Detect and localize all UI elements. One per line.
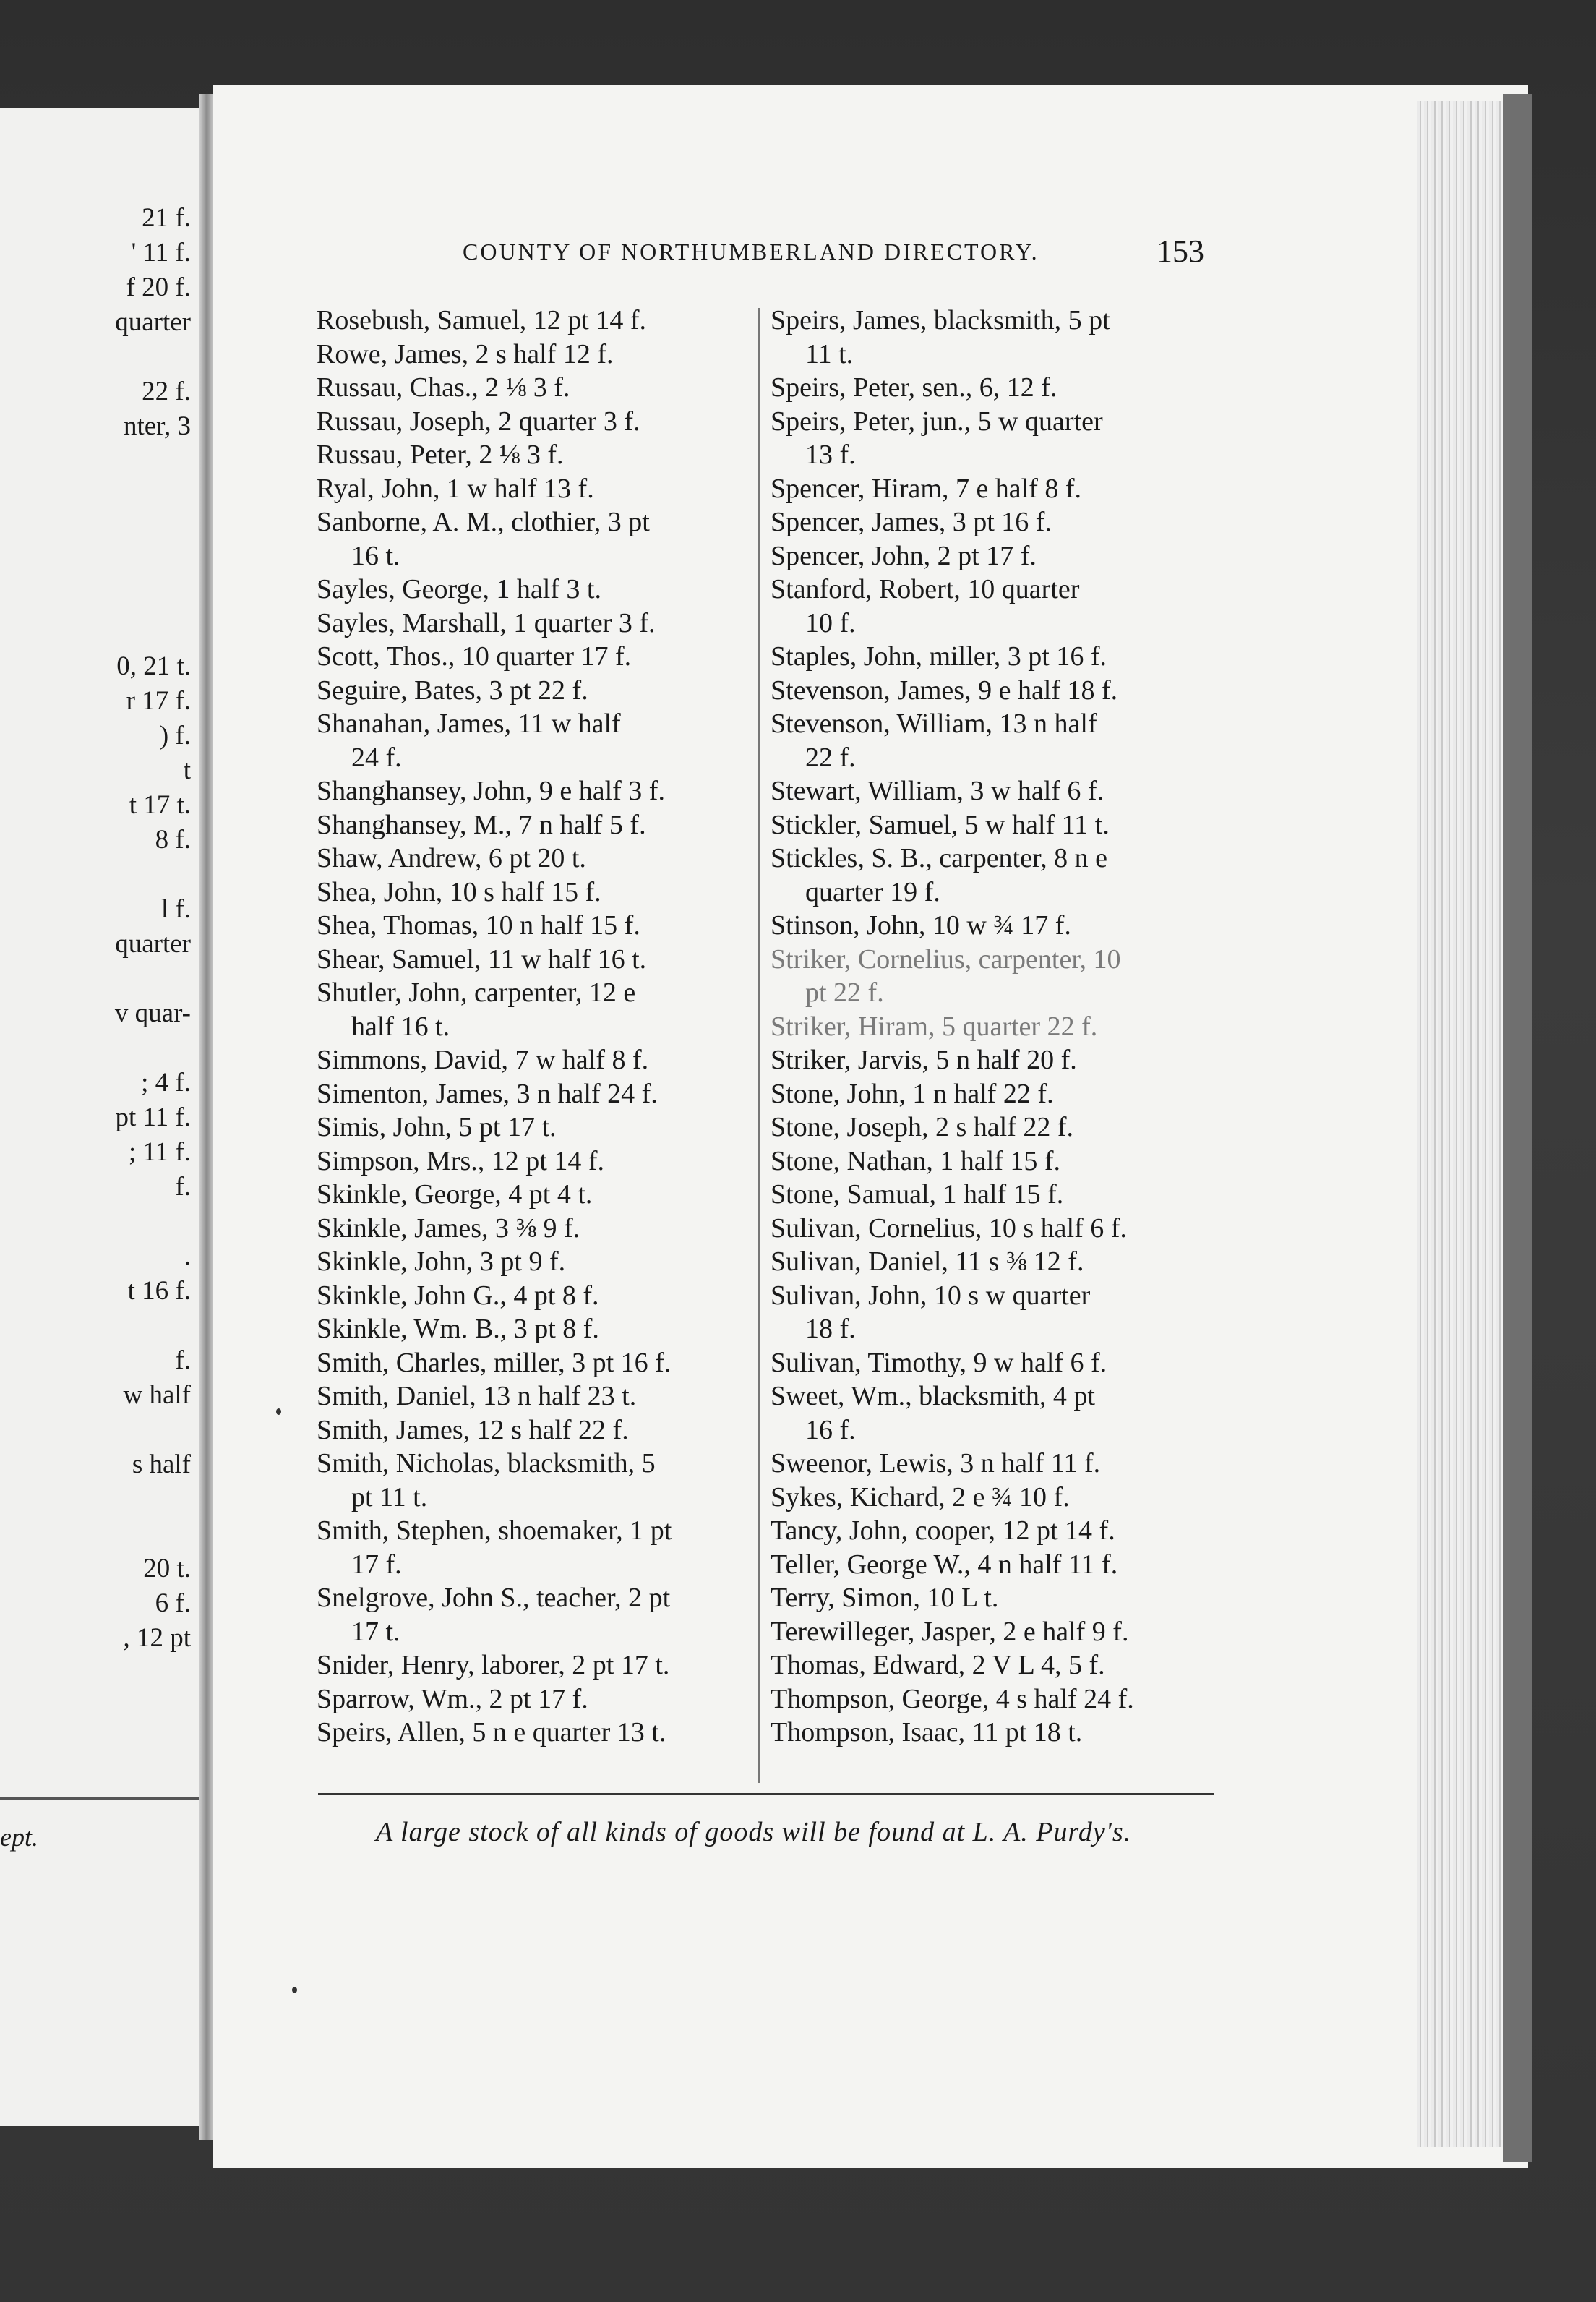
directory-entry (317, 573, 753, 607)
directory-entry (771, 1548, 1219, 1582)
entry-line: Stevenson, William, 13 n half (771, 709, 1097, 739)
entry-line: Staples, John, miller, 3 pt 16 f. (771, 641, 1107, 672)
directory-entry (771, 1346, 1219, 1380)
entry-line: Sparrow, Wm., 2 pt 17 f. (317, 1683, 588, 1714)
ink-speck (292, 1987, 297, 1993)
left-page-fragment: r 17 f. (126, 686, 191, 716)
directory-column-left (317, 304, 753, 1750)
left-page-fragment: s half (132, 1450, 191, 1479)
directory-entry (771, 1682, 1219, 1716)
entry-line: Sanborne, A. M., clothier, 3 pt (317, 507, 650, 537)
directory-entry (771, 1010, 1219, 1044)
left-page-fragment: 20 t. (143, 1554, 191, 1583)
directory-entry (317, 1043, 753, 1077)
entry-line: Simpson, Mrs., 12 pt 14 f. (317, 1145, 604, 1176)
entry-line: Smith, Daniel, 13 n half 23 t. (317, 1381, 637, 1411)
entry-line: Skinkle, Wm. B., 3 pt 8 f. (317, 1314, 599, 1344)
entry-line: Speirs, Peter, jun., 5 w quarter (771, 406, 1103, 437)
directory-entry (317, 338, 753, 372)
entry-line: Stone, John, 1 n half 22 f. (771, 1078, 1054, 1109)
entry-line: Spencer, James, 3 pt 16 f. (771, 507, 1052, 537)
left-page-fragment: f 20 f. (126, 273, 191, 302)
left-page-fragment: ; 4 f. (141, 1068, 191, 1097)
directory-entry (317, 674, 753, 708)
entry-continuation: 17 f. (351, 1549, 402, 1580)
directory-entry (317, 1279, 753, 1313)
directory-entry (771, 1481, 1219, 1515)
entry-line: Skinkle, George, 4 pt 4 t. (317, 1179, 593, 1210)
entry-line: Snelgrove, John S., teacher, 2 pt (317, 1583, 671, 1613)
entry-line: Russau, Chas., 2 ⅛ 3 f. (317, 372, 570, 403)
directory-entry (771, 405, 1219, 472)
directory-entry (317, 1111, 753, 1144)
directory-entry (317, 1379, 753, 1413)
left-page-footer: ept. (0, 1823, 38, 1852)
left-page-fragment: ) f. (159, 721, 191, 750)
directory-entry (317, 1212, 753, 1246)
directory-entry (771, 1716, 1219, 1750)
directory-entry (317, 1413, 753, 1447)
entry-continuation: 10 f. (805, 607, 856, 638)
entry-line: Speirs, Peter, sen., 6, 12 f. (771, 372, 1057, 403)
directory-entry (771, 640, 1219, 674)
entry-line: Skinkle, John, 3 pt 9 f. (317, 1246, 566, 1277)
entry-line: Spencer, John, 2 pt 17 f. (771, 540, 1037, 571)
directory-entry (771, 1245, 1219, 1279)
directory-entry (317, 405, 753, 439)
left-page-fragment: 22 f. (142, 377, 191, 406)
entry-line: Sulivan, John, 10 s w quarter (771, 1280, 1091, 1311)
left-page-fragment: 8 f. (155, 825, 191, 855)
left-page-fragment: 0, 21 t. (116, 651, 191, 681)
directory-entry (771, 304, 1219, 371)
directory-entry (771, 371, 1219, 405)
directory-entry (317, 1648, 753, 1682)
entry-line: Sayles, George, 1 half 3 t. (317, 574, 601, 604)
entry-line: Sulivan, Timothy, 9 w half 6 f. (771, 1347, 1107, 1378)
entry-continuation: 16 t. (351, 540, 400, 571)
directory-entry (317, 976, 753, 1043)
left-page-fragment: t 17 t. (129, 790, 191, 820)
entry-line: Shutler, John, carpenter, 12 e (317, 977, 636, 1008)
directory-entry (771, 1144, 1219, 1178)
entry-line: Shaw, Andrew, 6 pt 20 t. (317, 843, 586, 873)
left-page-fragment: pt 11 f. (115, 1103, 191, 1132)
directory-entry (317, 774, 753, 808)
page-number: 153 (1157, 234, 1204, 269)
entry-line: Shanahan, James, 11 w half (317, 709, 621, 739)
left-page-fragment: , 12 pt (123, 1623, 191, 1653)
directory-entry (317, 607, 753, 641)
directory-entry (317, 1077, 753, 1111)
directory-entry (771, 842, 1219, 909)
entry-line: Simenton, James, 3 n half 24 f. (317, 1078, 658, 1109)
directory-entry (317, 1245, 753, 1279)
left-page-fragment: l f. (160, 894, 191, 924)
entry-line: Speirs, James, blacksmith, 5 pt (771, 305, 1110, 335)
entry-continuation: 16 f. (805, 1414, 856, 1445)
directory-entry (771, 674, 1219, 708)
entry-line: Smith, Stephen, shoemaker, 1 pt (317, 1515, 672, 1546)
entry-line: Stanford, Robert, 10 quarter (771, 574, 1080, 604)
left-page-rule (0, 1797, 200, 1800)
left-page-fragment: t 16 f. (127, 1276, 191, 1306)
directory-entry (317, 1581, 753, 1648)
directory-entry (771, 1111, 1219, 1144)
footer-rule (318, 1793, 1214, 1795)
entry-line: Rosebush, Samuel, 12 pt 14 f. (317, 305, 646, 335)
entry-line: Tancy, John, cooper, 12 pt 14 f. (771, 1515, 1115, 1546)
entry-line: Smith, Nicholas, blacksmith, 5 (317, 1448, 656, 1479)
entry-line: Sykes, Kichard, 2 e ¾ 10 f. (771, 1481, 1070, 1512)
entry-line: Ryal, John, 1 w half 13 f. (317, 473, 594, 504)
entry-line: Spencer, Hiram, 7 e half 8 f. (771, 473, 1082, 504)
directory-entry (317, 640, 753, 674)
ink-speck (276, 1408, 281, 1415)
entry-line: Shear, Samuel, 11 w half 16 t. (317, 944, 647, 975)
entry-line: Thompson, Isaac, 11 pt 18 t. (771, 1717, 1083, 1747)
entry-line: Shanghansey, M., 7 n half 5 f. (317, 809, 646, 840)
entry-line: Sayles, Marshall, 1 quarter 3 f. (317, 607, 656, 638)
directory-entry (771, 1581, 1219, 1615)
directory-entry (771, 539, 1219, 573)
entry-line: Smith, James, 12 s half 22 f. (317, 1414, 629, 1445)
directory-entry (771, 573, 1219, 640)
left-page-fragment: . (184, 1241, 191, 1271)
book-gutter (200, 94, 214, 2140)
column-divider (758, 308, 760, 1783)
directory-column-right (771, 304, 1219, 1750)
directory-entry (317, 304, 753, 338)
left-page (0, 108, 202, 2126)
entry-line: Shea, John, 10 s half 15 f. (317, 876, 601, 907)
left-page-fragment: ' 11 f. (131, 238, 191, 268)
left-page-fragment: f. (175, 1172, 191, 1202)
entry-line: Stickles, S. B., carpenter, 8 n e (771, 843, 1107, 873)
entry-line: Sweenor, Lewis, 3 n half 11 f. (771, 1448, 1101, 1479)
entry-line: Stevenson, James, 9 e half 18 f. (771, 675, 1118, 706)
entry-continuation: pt 22 f. (805, 977, 884, 1008)
directory-entry (771, 1043, 1219, 1077)
directory-entry (317, 1447, 753, 1514)
entry-line: Shea, Thomas, 10 n half 15 f. (317, 910, 640, 941)
entry-line: Skinkle, John G., 4 pt 8 f. (317, 1280, 599, 1311)
entry-continuation: quarter 19 f. (805, 876, 940, 907)
advertisement-line: A large stock of all kinds of goods will be found at L. A. Purdy's. (376, 1817, 1132, 1847)
left-page-fragment: quarter (115, 307, 191, 337)
entry-line: Stickler, Samuel, 5 w half 11 t. (771, 809, 1110, 840)
left-page-fragment: v quar- (114, 998, 191, 1028)
entry-line: Stone, Samual, 1 half 15 f. (771, 1179, 1064, 1210)
entry-line: Seguire, Bates, 3 pt 22 f. (317, 675, 588, 706)
entry-line: Scott, Thos., 10 quarter 17 f. (317, 641, 632, 672)
directory-entry (317, 1312, 753, 1346)
directory-entry (771, 1279, 1219, 1346)
directory-entry (771, 1212, 1219, 1246)
directory-entry (317, 707, 753, 774)
entry-continuation: 17 t. (351, 1616, 400, 1647)
entry-line: Simis, John, 5 pt 17 t. (317, 1112, 557, 1142)
entry-continuation: half 16 t. (351, 1011, 450, 1042)
entry-line: Rowe, James, 2 s half 12 f. (317, 338, 614, 369)
entry-line: Snider, Henry, laborer, 2 pt 17 t. (317, 1650, 670, 1680)
directory-entry (317, 842, 753, 876)
directory-entry (317, 472, 753, 506)
directory-entry (317, 1682, 753, 1716)
entry-line: Sweet, Wm., blacksmith, 4 pt (771, 1381, 1095, 1411)
entry-line: Skinkle, James, 3 ⅜ 9 f. (317, 1212, 580, 1244)
directory-entry (771, 505, 1219, 539)
left-page-fragment: nter, 3 (123, 411, 191, 441)
directory-entry (317, 909, 753, 943)
directory-entry (771, 1077, 1219, 1111)
entry-line: Thomas, Edward, 2 V L 4, 5 f. (771, 1650, 1105, 1680)
directory-entry (317, 808, 753, 842)
directory-entry (317, 1346, 753, 1380)
entry-line: Teller, George W., 4 n half 11 f. (771, 1549, 1118, 1580)
entry-line: Russau, Peter, 2 ⅛ 3 f. (317, 440, 564, 470)
directory-entry (317, 1178, 753, 1212)
directory-entry (317, 1144, 753, 1178)
entry-continuation: 22 f. (805, 742, 856, 773)
directory-entry (317, 505, 753, 573)
entry-line: Simmons, David, 7 w half 8 f. (317, 1045, 649, 1075)
directory-entry (771, 943, 1219, 1010)
left-page-fragment: ; 11 f. (129, 1137, 191, 1167)
entry-line: Striker, Cornelius, carpenter, 10 (771, 944, 1121, 975)
left-page-fragment: t (183, 756, 191, 785)
entry-line: Terry, Simon, 10 L t. (771, 1583, 999, 1613)
left-page-fragment: f. (175, 1345, 191, 1375)
directory-entry (771, 909, 1219, 943)
page-edges (1417, 101, 1508, 2147)
entry-line: Shanghansey, John, 9 e half 3 f. (317, 776, 665, 806)
left-page-fragment: quarter (115, 929, 191, 959)
directory-entry (771, 774, 1219, 808)
entry-line: Stewart, William, 3 w half 6 f. (771, 776, 1104, 806)
entry-continuation: 24 f. (351, 742, 402, 773)
book-cover-edge (1503, 94, 1532, 2162)
directory-entry (317, 371, 753, 405)
directory-entry (771, 472, 1219, 506)
entry-line: Smith, Charles, miller, 3 pt 16 f. (317, 1347, 672, 1378)
directory-entry (771, 1447, 1219, 1481)
entry-line: Sulivan, Daniel, 11 s ⅜ 12 f. (771, 1246, 1084, 1277)
entry-continuation: 11 t. (805, 338, 854, 369)
entry-line: Stone, Joseph, 2 s half 22 f. (771, 1112, 1074, 1142)
directory-entry (317, 1716, 753, 1750)
directory-entry (317, 1514, 753, 1581)
entry-line: Speirs, Allen, 5 n e quarter 13 t. (317, 1717, 666, 1747)
directory-entry (317, 876, 753, 910)
entry-line: Striker, Jarvis, 5 n half 20 f. (771, 1045, 1077, 1075)
entry-continuation: 13 f. (805, 440, 856, 470)
left-page-fragment: 6 f. (155, 1588, 191, 1618)
directory-entry (317, 943, 753, 977)
left-page-fragment: w half (123, 1380, 191, 1410)
entry-line: Striker, Hiram, 5 quarter 22 f. (771, 1011, 1098, 1042)
entry-line: Stone, Nathan, 1 half 15 f. (771, 1145, 1061, 1176)
directory-entry (771, 707, 1219, 774)
entry-continuation: 18 f. (805, 1314, 856, 1344)
directory-entry (771, 1648, 1219, 1682)
entry-continuation: pt 11 t. (351, 1481, 428, 1512)
entry-line: Stinson, John, 10 w ¾ 17 f. (771, 910, 1071, 941)
entry-line: Russau, Joseph, 2 quarter 3 f. (317, 406, 640, 437)
directory-entry (771, 1379, 1219, 1447)
directory-entry (771, 1178, 1219, 1212)
directory-entry (317, 438, 753, 472)
directory-entry (771, 808, 1219, 842)
running-head: COUNTY OF NORTHUMBERLAND DIRECTORY. (463, 239, 1039, 265)
directory-entry (771, 1615, 1219, 1649)
entry-line: Thompson, George, 4 s half 24 f. (771, 1683, 1134, 1714)
directory-entry (771, 1514, 1219, 1548)
entry-line: Sulivan, Cornelius, 10 s half 6 f. (771, 1212, 1127, 1244)
entry-line: Terewilleger, Jasper, 2 e half 9 f. (771, 1616, 1129, 1647)
left-page-fragment: 21 f. (142, 203, 191, 233)
